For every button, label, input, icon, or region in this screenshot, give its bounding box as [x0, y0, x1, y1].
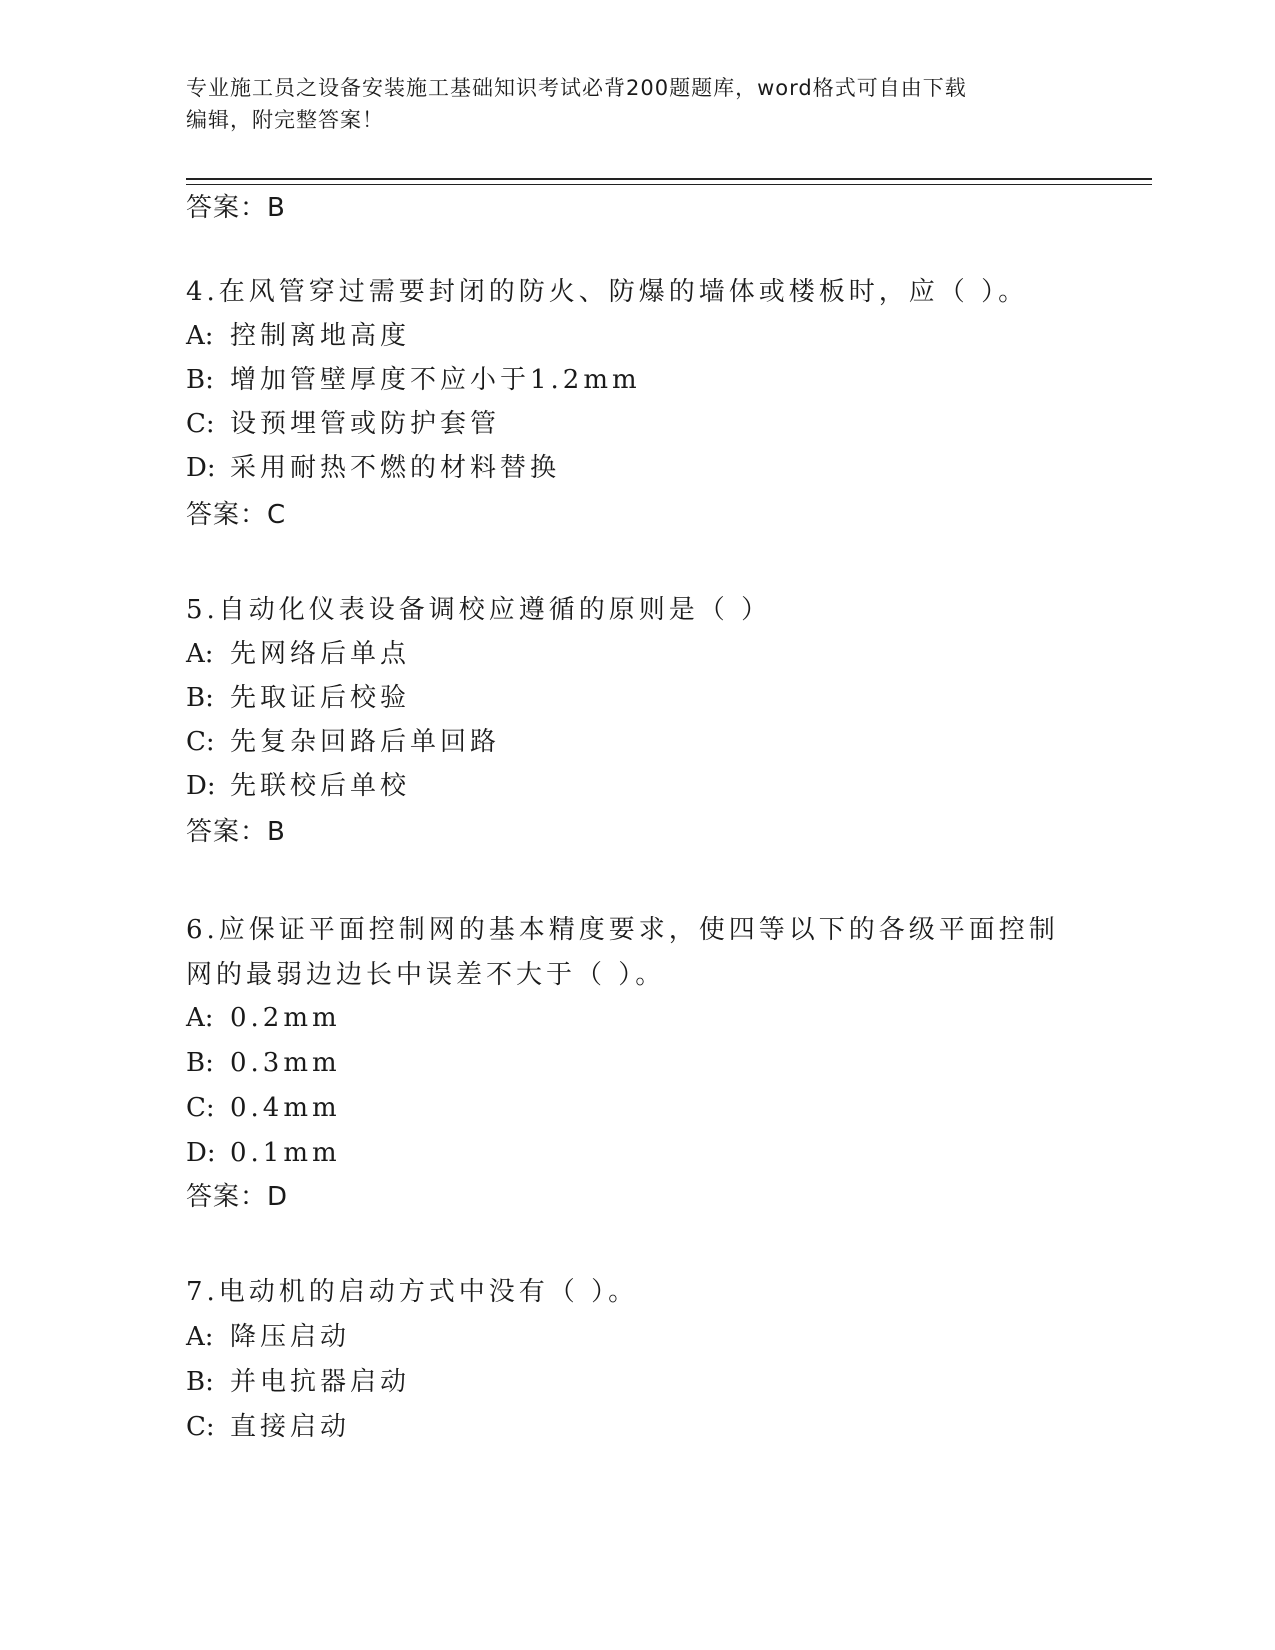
question-stem: 5.自动化仪表设备调校应遵循的原则是（ ）	[186, 595, 772, 625]
option-key: A:	[186, 1003, 214, 1033]
option-key: C:	[186, 409, 215, 439]
option-text: 并电抗器启动	[230, 1367, 411, 1397]
option-b	[186, 363, 641, 397]
answer-q5: 答案：B	[186, 817, 286, 847]
answer-q3: 答案：B	[186, 193, 286, 223]
option-text: 降压启动	[230, 1322, 351, 1352]
header-title-line-2: 编辑，附完整答案！	[186, 108, 384, 132]
option-key: B:	[186, 365, 214, 395]
option-key: C:	[186, 1412, 215, 1442]
option-text: 0.2mm	[230, 1003, 341, 1033]
option-key: C:	[186, 1093, 215, 1123]
answer-q6: 答案：D	[186, 1182, 289, 1212]
option-text: 增加管壁厚度不应小于1.2mm	[230, 365, 641, 395]
option-key: B:	[186, 1367, 214, 1397]
option-text: 直接启动	[230, 1412, 351, 1442]
option-text: 采用耐热不燃的材料替换	[230, 453, 561, 483]
option-a	[186, 319, 410, 353]
option-text: 先取证后校验	[230, 683, 411, 713]
option-text: 设预埋管或防护套管	[230, 409, 501, 439]
question-stem: 4.在风管穿过需要封闭的防火、防爆的墙体或楼板时，应（ ）。	[186, 277, 1029, 307]
option-b	[186, 1365, 410, 1399]
option-key: A:	[186, 1322, 214, 1352]
header-divider-thick	[186, 178, 1152, 180]
option-key: D:	[186, 771, 216, 801]
option-c	[186, 1091, 341, 1125]
option-text: 控制离地高度	[230, 321, 411, 351]
option-text: 先联校后单校	[230, 771, 411, 801]
option-text: 先网络后单点	[230, 639, 411, 669]
option-text: 0.1mm	[230, 1138, 341, 1168]
option-key: D:	[186, 453, 216, 483]
option-key: C:	[186, 727, 215, 757]
option-key: D:	[186, 1138, 216, 1168]
option-d	[186, 1136, 341, 1170]
option-key: B:	[186, 683, 214, 713]
option-c	[186, 407, 500, 441]
option-a	[186, 1320, 350, 1354]
option-text: 0.3mm	[230, 1048, 341, 1078]
answer-q4: 答案：C	[186, 500, 287, 530]
question-stem: 6.应保证平面控制网的基本精度要求，使四等以下的各级平面控制网的最弱边边长中误差不大于（ ）。	[186, 915, 1059, 990]
option-key: A:	[186, 321, 214, 351]
option-text: 0.4mm	[230, 1093, 341, 1123]
option-d	[186, 769, 410, 803]
option-key: A:	[186, 639, 214, 669]
header-title-line-1: 专业施工员之设备安装施工基础知识考试必背200题题库，word格式可自由下载	[186, 76, 967, 100]
option-b	[186, 1046, 341, 1080]
option-b	[186, 681, 410, 715]
question-stem: 7.电动机的启动方式中没有（ ）。	[186, 1277, 639, 1307]
option-a	[186, 1001, 341, 1035]
option-a	[186, 637, 410, 671]
option-c	[186, 1410, 350, 1444]
option-d	[186, 451, 560, 485]
option-c	[186, 725, 500, 759]
option-text: 先复杂回路后单回路	[230, 727, 501, 757]
header-divider-thin	[186, 184, 1152, 185]
document-header	[186, 72, 1066, 136]
option-key: B:	[186, 1048, 214, 1078]
